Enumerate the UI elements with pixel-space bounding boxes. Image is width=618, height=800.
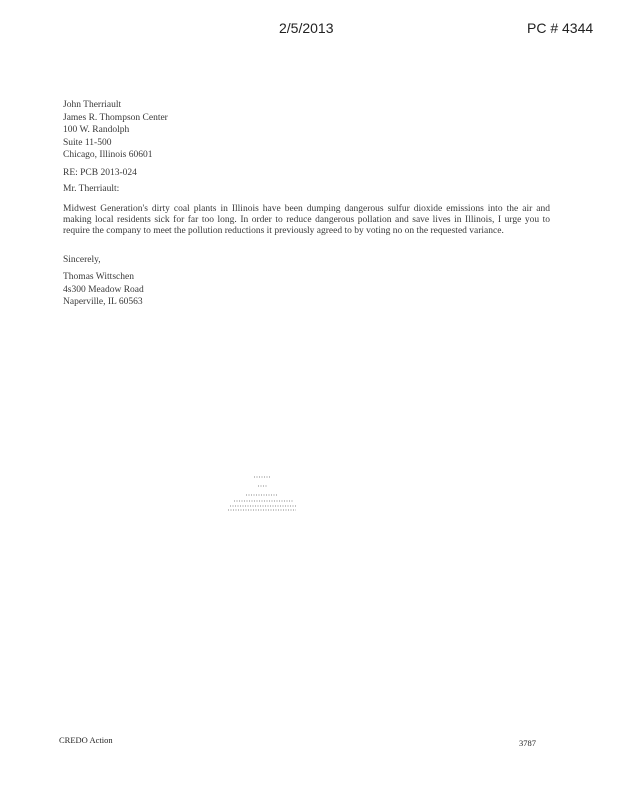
page-date: 2/5/2013 xyxy=(279,20,334,36)
signature-line: 4s300 Meadow Road xyxy=(63,284,144,295)
address-line: James R. Thompson Center xyxy=(63,112,168,123)
footer-page-number: 3787 xyxy=(519,738,536,748)
re-line: RE: PCB 2013-024 xyxy=(63,168,137,178)
address-line: Suite 11-500 xyxy=(63,137,112,148)
footer-source: CREDO Action xyxy=(59,735,113,745)
address-line: Chicago, Illinois 60601 xyxy=(63,150,153,160)
closing: Sincerely, xyxy=(63,255,101,265)
signature-line: Naperville, IL 60563 xyxy=(63,297,143,307)
pc-number: PC # 4344 xyxy=(527,20,594,36)
signature-block xyxy=(63,271,144,309)
signature-line: Thomas Wittschen xyxy=(63,272,134,282)
faint-stamp-mark xyxy=(226,474,298,514)
salutation: Mr. Therriault: xyxy=(63,184,120,194)
address-line: 100 W. Randolph xyxy=(63,125,130,135)
recipient-address xyxy=(63,99,168,162)
letter-body: Midwest Generation's dirty coal plants in Illinois have been dumping dangerous sulfur dioxide emissions into the air and making local residents sick for far too long. In order to reduce dangerous pollation and save lives in Illinois, I urge you to require the company to meet the pollution reductions it previously agreed to by voting no on the requested variance. xyxy=(63,204,550,236)
address-line: John Therriault xyxy=(63,100,122,110)
